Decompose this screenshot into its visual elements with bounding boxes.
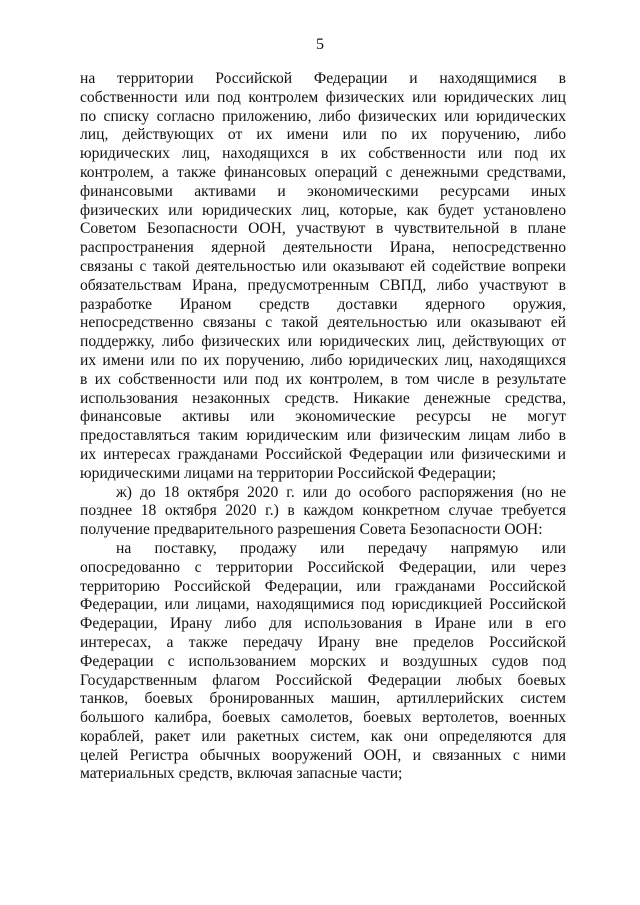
- paragraph-line: по списку согласно приложению, либо физических или юридических: [80, 107, 566, 125]
- paragraph-line: контролем, а также финансовых операций с денежными средствами,: [80, 163, 566, 181]
- paragraph-line: связаны с такой деятельностью или оказывают ей содействие вопреки: [80, 257, 566, 275]
- paragraph-line: обязательствам Ирана, предусмотренным СВПД, либо участвуют в: [80, 276, 566, 294]
- paragraph-line: их интересах гражданами Российской Федерации или физическими и: [80, 445, 566, 463]
- paragraph-line: юридических лиц, находящихся в их собственности или под их: [80, 145, 566, 163]
- document-body: [80, 70, 566, 784]
- paragraph-line: в их собственности или под их контролем, в том числе в результате: [80, 370, 566, 388]
- paragraph-line: разработке Ираном средств доставки ядерного оружия,: [80, 295, 566, 313]
- paragraph: [80, 540, 566, 784]
- paragraph-line: физических или юридических лиц, которые, как будет установлено: [80, 201, 566, 219]
- paragraph-line: Советом Безопасности ООН, участвуют в чувствительной в плане: [80, 220, 566, 238]
- paragraph-line: финансовые активы или экономические ресурсы не могут: [80, 408, 566, 426]
- paragraph-line: интересах, а также передачу Ирану вне пределов Российской: [80, 633, 566, 651]
- paragraph-line: получение предварительного разрешения Совета Безопасности ООН:: [80, 521, 543, 539]
- paragraph-line: финансовыми активами и экономическими ресурсами иных: [80, 182, 566, 200]
- paragraph-line: собственности или под контролем физических или юридических лиц: [80, 88, 566, 106]
- paragraph: [80, 484, 566, 540]
- paragraph-line: Федерации с использованием морских и воздушных судов под: [80, 652, 566, 670]
- paragraph-line: юридическими лицами на территории Российской Федерации;: [80, 464, 497, 482]
- paragraph-line: использования незаконных средств. Никакие денежные средства,: [80, 389, 566, 407]
- paragraph-line: целей Регистра обычных вооружений ООН, и связанных с ними: [80, 746, 566, 764]
- paragraph-line: их имени или по их поручению, либо юридических лиц, находящихся: [80, 351, 566, 369]
- paragraph-line: на территории Российской Федерации и находящимися в: [80, 70, 566, 87]
- paragraph-line: предоставляться таким юридическим или физическим лицам либо в: [80, 427, 566, 445]
- paragraph-line: непосредственно связаны с такой деятельностью или оказывают ей: [80, 314, 566, 332]
- paragraph-line: распространения ядерной деятельности Ирана, непосредственно: [80, 239, 566, 257]
- paragraph-line: на поставку, продажу или передачу напрямую или: [116, 539, 566, 557]
- paragraph-line: танков, боевых бронированных машин, артиллерийских систем: [80, 690, 566, 708]
- paragraph-line: Федерации, Ирану либо для использования в Иране или в его: [80, 615, 566, 633]
- paragraph-line: Государственным флагом Российской Федерации любых боевых: [80, 671, 566, 689]
- paragraph: [80, 70, 566, 484]
- paragraph-line: опосредованно с территории Российской Федерации, или через: [80, 558, 566, 576]
- paragraph-line: материальных средств, включая запасные части;: [80, 765, 403, 783]
- paragraph-line: позднее 18 октября 2020 г.) в каждом конкретном случае требуется: [80, 502, 566, 520]
- page-number: 5: [316, 36, 324, 53]
- paragraph-line: поддержку, либо физических или юридических лиц, действующих от: [80, 333, 566, 351]
- paragraph-line: Федерации, или лицами, находящимися под юрисдикцией Российской: [80, 596, 566, 614]
- paragraph-line: большого калибра, боевых самолетов, боевых вертолетов, военных: [80, 709, 566, 727]
- paragraph-line: лиц, действующих от их имени или по их поручению, либо: [80, 126, 566, 144]
- paragraph-line: ж) до 18 октября 2020 г. или до особого распоряжения (но не: [116, 483, 566, 501]
- paragraph-line: территорию Российской Федерации, или гражданами Российской: [80, 577, 566, 595]
- paragraph-line: кораблей, ракет или ракетных систем, как они определяются для: [80, 727, 566, 745]
